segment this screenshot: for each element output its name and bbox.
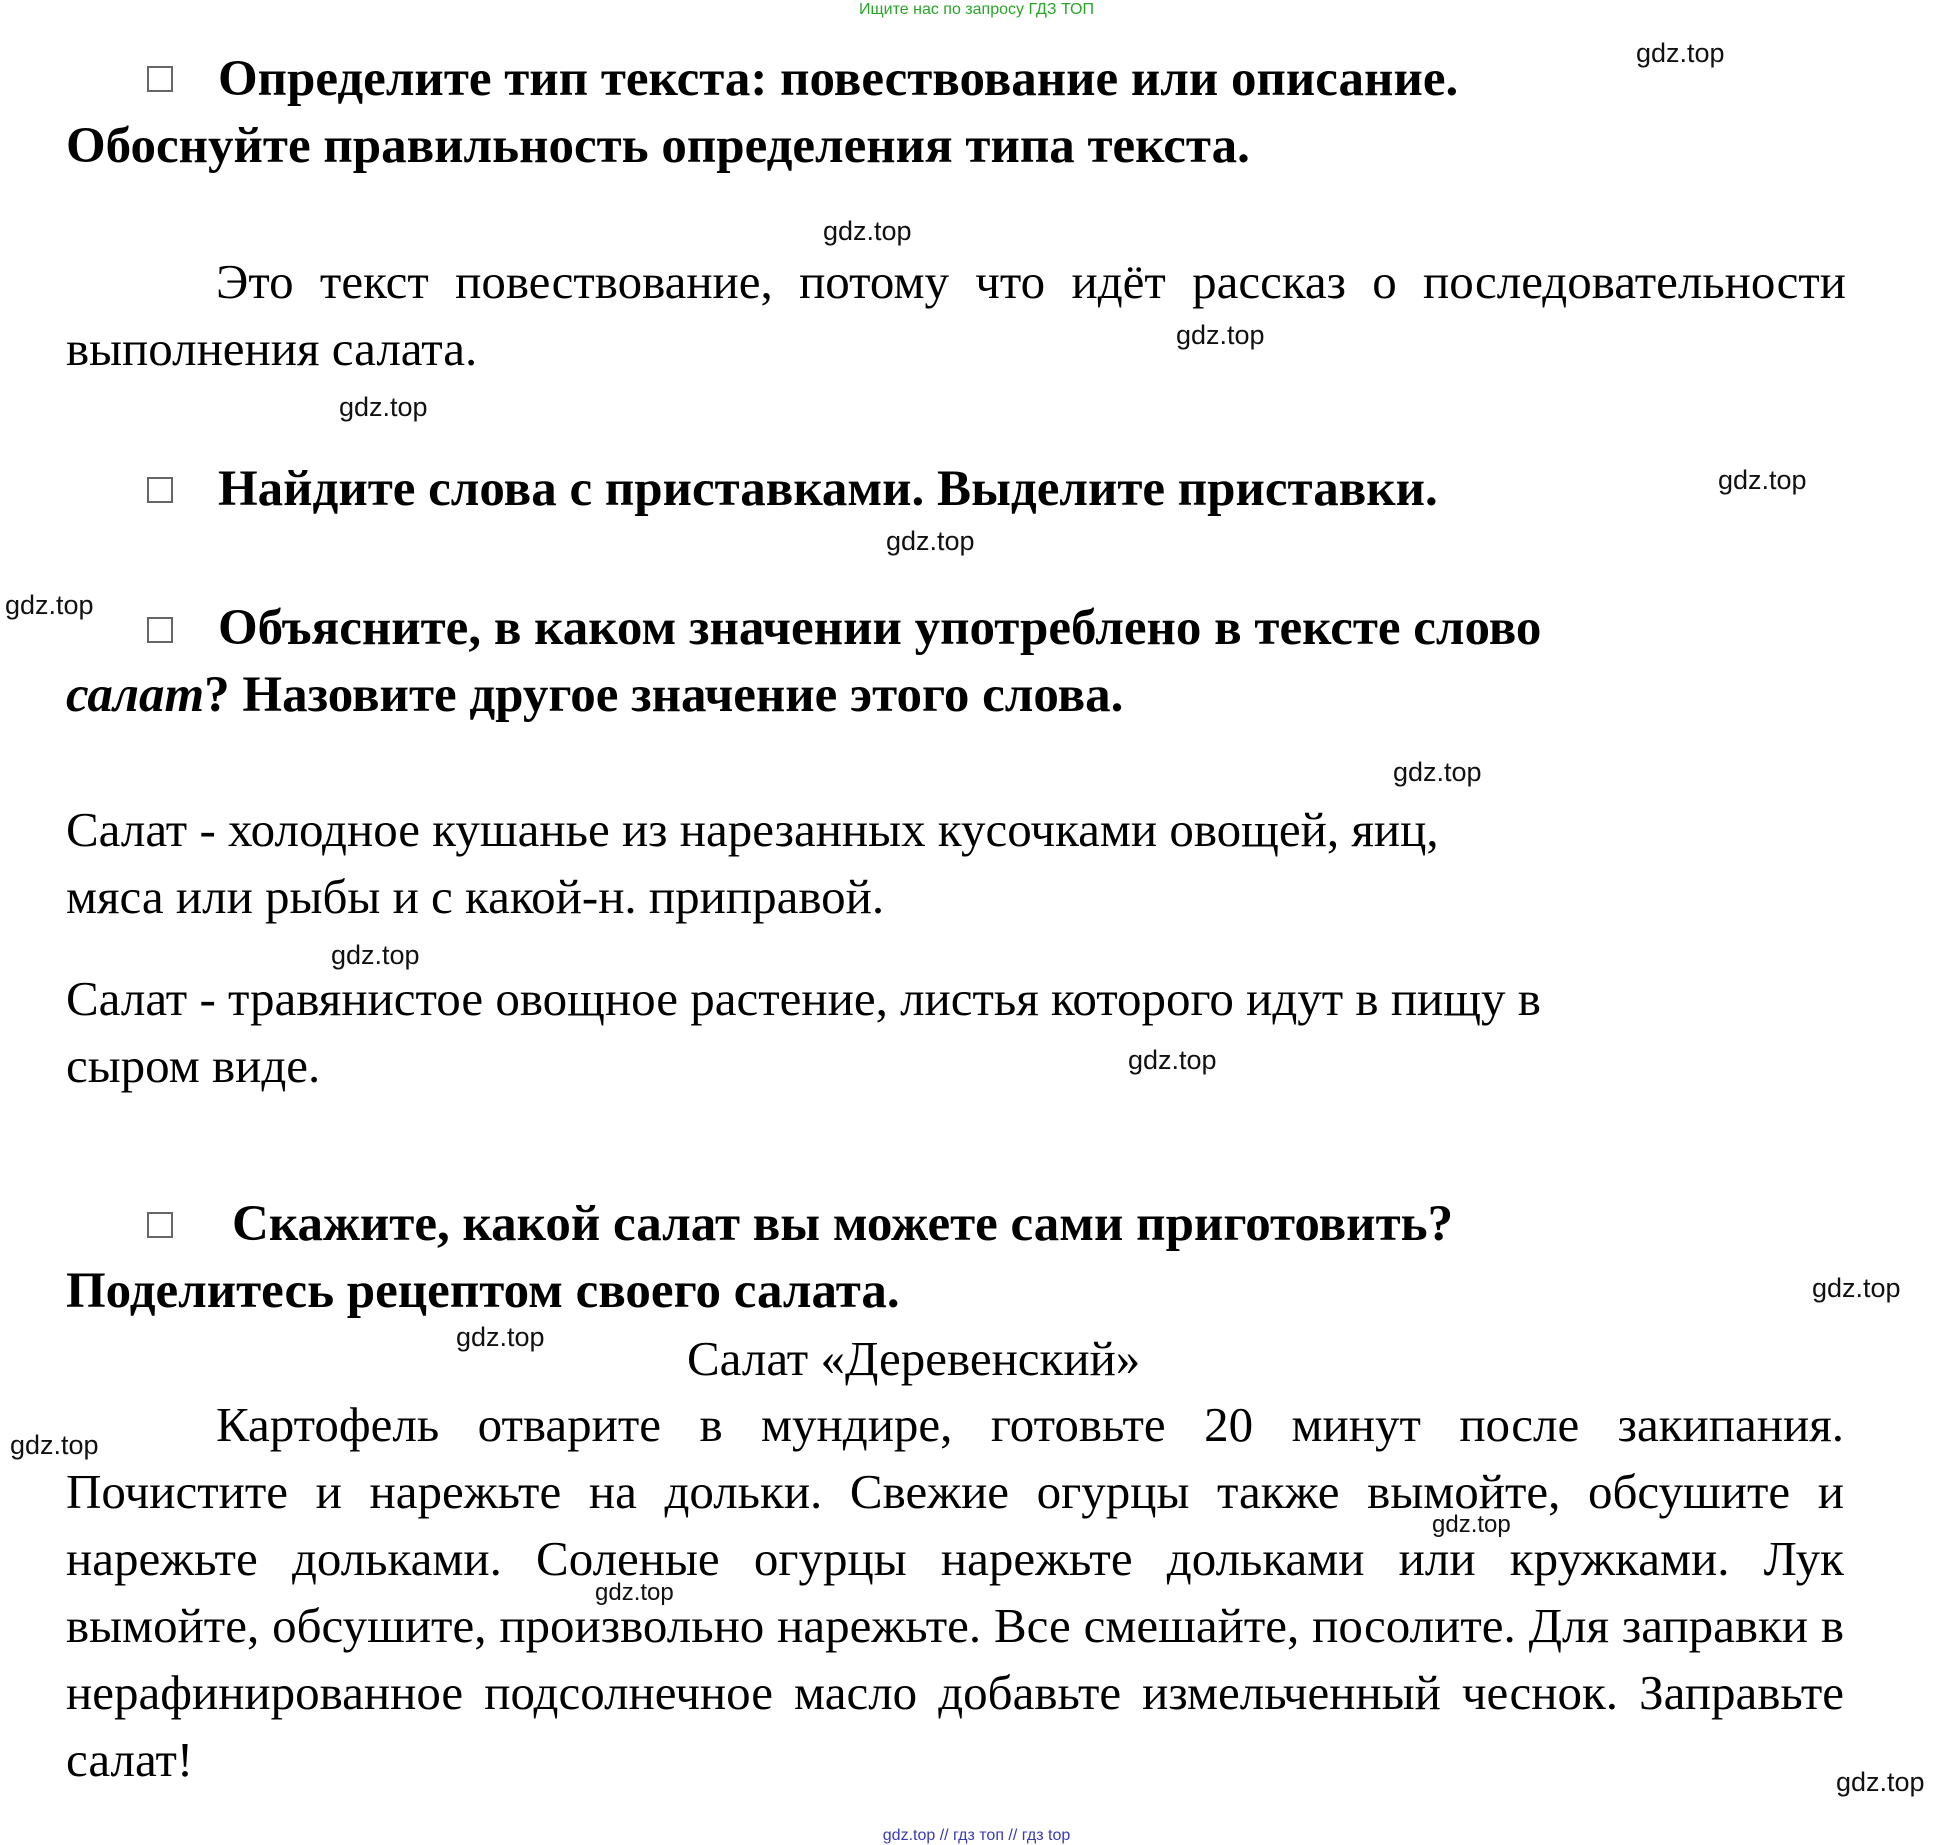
question-4-line-2: Поделитесь рецептом своего салата. [66, 1263, 900, 1319]
meaning-1-line-1: Салат - холодное кушанье из нарезанных кусочками овощей, яиц, [66, 802, 1439, 857]
checkbox-icon [147, 617, 173, 643]
question-3-line-2 [66, 662, 1123, 729]
watermark[interactable]: gdz.top [1718, 465, 1807, 495]
meaning-1-line-2: мяса или рыбы и с какой-н. приправой. [66, 869, 885, 924]
watermark[interactable]: gdz.top [1128, 1045, 1217, 1075]
recipe-title: Салат «Деревенский» [687, 1331, 1141, 1386]
watermark[interactable]: gdz.top [5, 590, 94, 620]
question-1-line-2: Обоснуйте правильность определения типа текста. [66, 118, 1250, 174]
watermark[interactable]: gdz.top [1836, 1767, 1925, 1797]
watermark[interactable]: gdz.top [595, 1579, 674, 1606]
watermark[interactable]: gdz.top [1812, 1273, 1901, 1303]
question-3-line-2-rest: ? Назовите другое значение этого слова. [204, 667, 1124, 723]
watermark[interactable]: gdz.top [10, 1430, 99, 1460]
top-banner[interactable]: Ищите нас по запросу ГДЗ ТОП [859, 1, 1094, 18]
watermark[interactable]: gdz.top [1432, 1511, 1511, 1538]
watermark[interactable]: gdz.top [886, 526, 975, 556]
watermark[interactable]: gdz.top [331, 940, 420, 970]
answer-1-text: Это текст повествование, потому что идёт рассказ о последовательности выполнения салата. [66, 254, 1846, 376]
checkbox-icon [147, 1212, 173, 1238]
watermark[interactable]: gdz.top [339, 392, 428, 422]
watermark[interactable]: gdz.top [823, 216, 912, 246]
watermark[interactable]: gdz.top [1176, 320, 1265, 350]
italic-word-salat: салат [66, 667, 205, 723]
meaning-2-line-2: сыром виде. [66, 1038, 321, 1093]
watermark[interactable]: gdz.top [1636, 38, 1725, 68]
footer-links[interactable]: gdz.top // гдз топ // гдз top [882, 1827, 1071, 1844]
checkbox-icon [147, 66, 173, 92]
recipe-text: Картофель отварите в мундире, готовьте 20 минут после закипания. Почистите и нарежьте на дольки. Свежие огурцы также вымойте, обсушите и нарежьте дольками. Соленые огурцы нарежьте дольками или кружками. Лук вымойте, обсушите, произвольно нарежьте. Все смешайте, посолите. Для заправки в нерафинированное подсолнечное масло добавьте измельченный чеснок. Заправьте салат! [66, 1397, 1844, 1787]
question-1-line-1: Определите тип текста: повествование или описание. [218, 51, 1459, 107]
checkbox-icon [147, 477, 173, 503]
question-4-line-1: Скажите, какой салат вы можете сами приготовить? [232, 1196, 1454, 1252]
watermark[interactable]: gdz.top [1393, 757, 1482, 787]
meaning-2-line-1: Салат - травянистое овощное растение, листья которого идут в пищу в [66, 971, 1541, 1026]
question-2-line-1: Найдите слова с приставками. Выделите приставки. [218, 461, 1438, 517]
watermark[interactable]: gdz.top [456, 1322, 545, 1352]
question-3-line-1: Объясните, в каком значении употреблено в тексте слово [218, 600, 1542, 656]
